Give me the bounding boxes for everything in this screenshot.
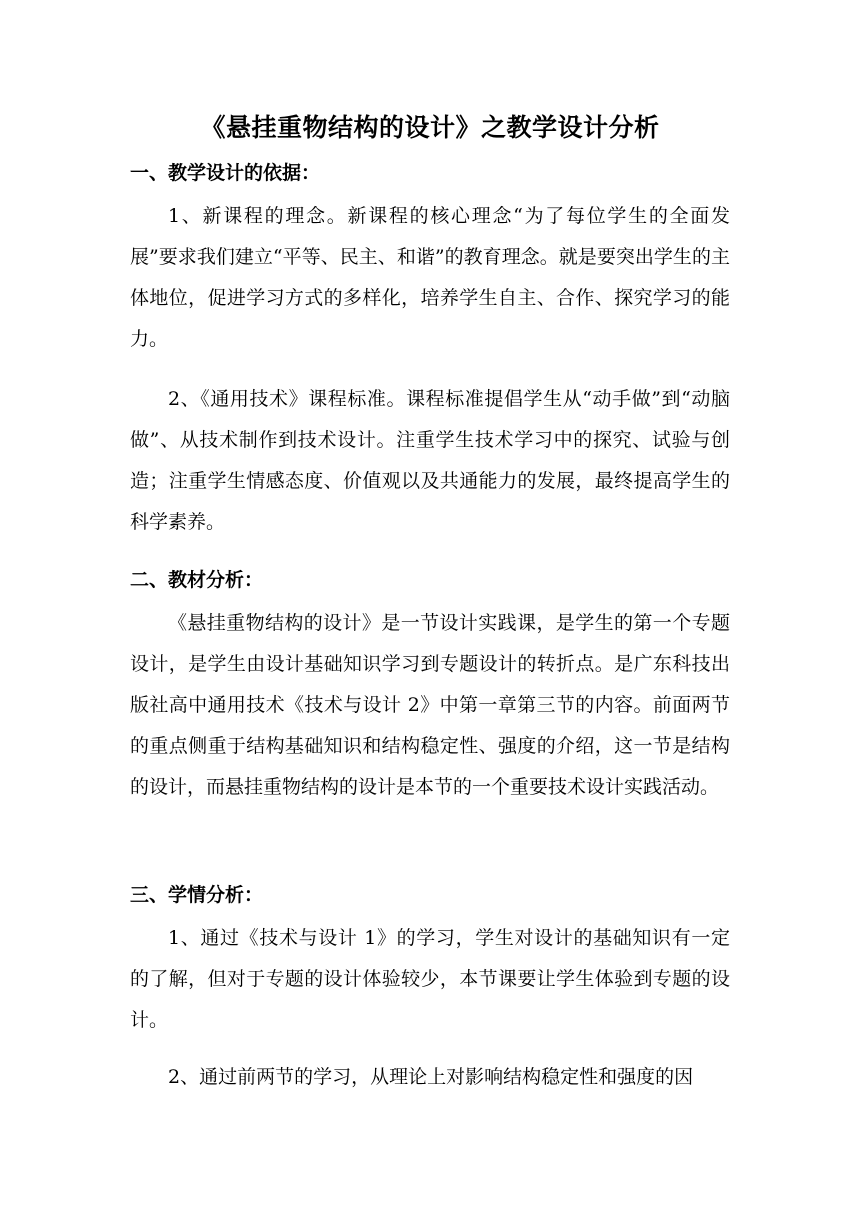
section-heading-student-analysis: 三、学情分析： [130,884,264,906]
section-heading-basis: 一、教学设计的依据： [130,162,321,184]
paragraph-student-analysis-2: 2、通过前两节的学习，从理论上对影响结构稳定性和强度的因 [168,1066,694,1088]
document-title: 《悬挂重物结构的设计》之教学设计分析 [200,113,660,142]
paragraph-new-curriculum: 1、新课程的理念。新课程的核心理念“为了每位学生的全面发展”要求我们建立“平等、民主、和谐”的教育理念。就是要突出学生的主体地位，促进学习方式的多样化，培养学生自主、合作、探究学习的能力。 [130,205,730,350]
paragraph-textbook-analysis: 《悬挂重物结构的设计》是一节设计实践课，是学生的第一个专题设计，是学生由设计基础知识学习到专题设计的转折点。是广东科技出版社高中通用技术《技术与设计 2》中第一章第三节的内容。前面两节的重点侧重于结构基础知识和结构稳定性、强度的介绍，这一节是结构的设计，而悬挂重物结构的设计是本节的一个重要技术设计实践活动。 [130,612,730,798]
paragraph-course-standard: 2、《通用技术》课程标准。课程标准提倡学生从“动手做”到“动脑做”、从技术制作到技术设计。注重学生技术学习中的探究、试验与创造；注重学生情感态度、价值观以及共通能力的发展，最终提高学生的科学素养。 [130,388,730,533]
section-heading-textbook-analysis: 二、教材分析： [130,569,264,591]
paragraph-student-analysis-1: 1、通过《技术与设计 1》的学习，学生对设计的基础知识有一定的了解，但对于专题的设计体验较少，本节课要让学生体验到专题的设计。 [130,927,730,1031]
